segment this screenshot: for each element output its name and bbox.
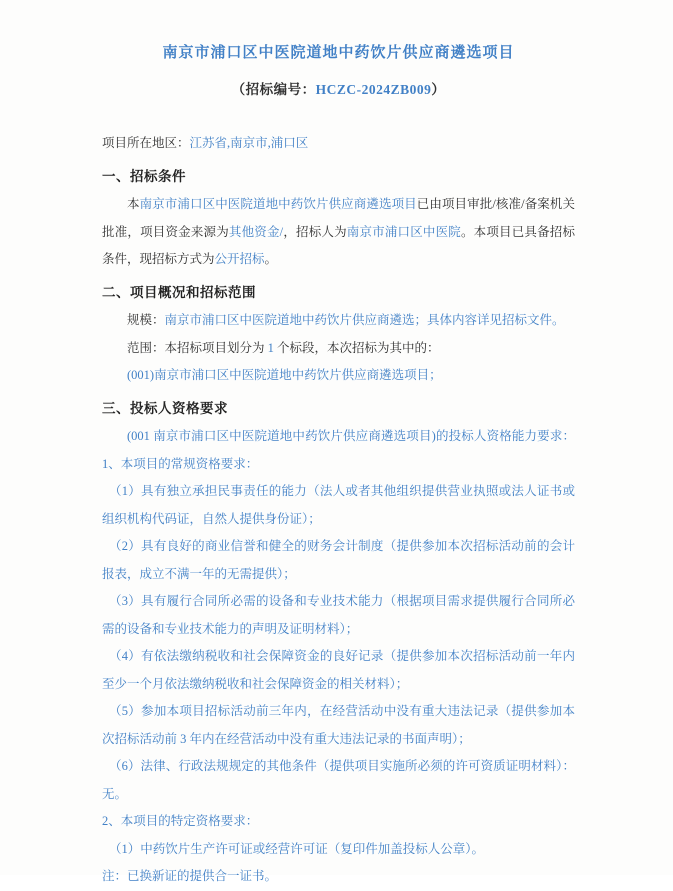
location-value: 江苏省,南京市,浦口区 (189, 136, 309, 150)
scale-label: 规模： (127, 313, 165, 327)
qualification-item-3: （3）具有履行合同所必需的设备和专业技术能力（根据项目需求提供履行合同所必需的设备和专业技术能力的声明及证明材料）； (102, 594, 575, 636)
section2-heading: 二、项目概况和招标范围 (102, 284, 256, 300)
para-run: 。本项目已具备招标条件，现招标方式为 (102, 224, 575, 266)
special-qualification-item: （1）中药饮片生产许可证或经营许可证（复印件加盖投标人公章）。 (109, 841, 485, 856)
qualification-item-5: （5）参加本项目招标活动前三年内，在经营活动中没有重大违法记录（提供参加本次招标活动前 3 年内在经营活动中没有重大违法记录的书面声明）； (102, 704, 575, 746)
scope-line (102, 335, 575, 363)
tender-number-label: （招标编号： (231, 82, 316, 97)
location-label: 项目所在地区： (102, 136, 190, 150)
document-title: 南京市浦口区中医院道地中药饮片供应商遴选项目 (162, 45, 515, 61)
para-run: 已由项目审批/核准/备案机关批准，项目资金来源为 (102, 197, 575, 239)
tender-number-close: ） (431, 82, 446, 97)
project-location-line (102, 130, 575, 158)
lot-count-value: 1 (267, 340, 274, 355)
para-run: ，招标人为 (283, 224, 347, 239)
fund-source-value: 其他资金/ (228, 224, 284, 239)
project-name-link: 南京市浦口区中医院道地中药饮片供应商遴选项目 (139, 197, 417, 211)
tender-method-value: 公开招标 (214, 252, 265, 266)
special-qualification-heading: 2、本项目的特定资格要求： (102, 814, 259, 828)
scale-line (102, 307, 575, 335)
section1-paragraph (102, 191, 575, 274)
section3-heading: 三、投标人资格要求 (102, 400, 228, 416)
qualification-item-1: （1）具有独立承担民事责任的能力（法人或者其他组织提供营业执照或法人证书或组织机构代码证，自然人提供身份证）； (102, 484, 575, 526)
tender-number: HCZC-2024ZB009 (315, 82, 432, 97)
qualification-item-2: （2）具有良好的商业信誉和健全的财务会计制度（提供参加本次招标活动前的会计报表，成立不满一年的无需提供）； (102, 539, 575, 581)
scope-run: 个标段，本次招标为其中的： (273, 340, 440, 355)
document-body (102, 130, 575, 891)
lot-line: (001)南京市浦口区中医院道地中药饮片供应商遴选项目； (127, 368, 442, 382)
section1-heading: 一、招标条件 (102, 168, 186, 184)
scope-run: 范围：本招标项目划分为 (127, 340, 268, 355)
scale-value: 南京市浦口区中医院道地中药饮片供应商遴选；具体内容详见招标文件。 (164, 313, 565, 327)
qualification-item-6: （6）法律、行政法规规定的其他条件（提供项目实施所必须的许可资质证明材料）：无。 (102, 759, 575, 801)
tenderer-value: 南京市浦口区中医院 (346, 224, 461, 239)
para-run: 本 (127, 197, 140, 211)
document-subtitle (102, 80, 575, 100)
para-run: 。 (264, 252, 278, 266)
qualification-intro: (001 南京市浦口区中医院道地中药饮片供应商遴选项目)的投标人资格能力要求：1、本项目的常规资格要求： (102, 429, 575, 471)
qualification-item-4: （4）有依法缴纳税收和社会保障资金的良好记录（提供参加本次招标活动前一年内至少一个月依法缴纳税收和社会保障资金的相关材料）； (102, 649, 575, 691)
note-line: 注：已换新证的提供合一证书。 (102, 869, 278, 883)
